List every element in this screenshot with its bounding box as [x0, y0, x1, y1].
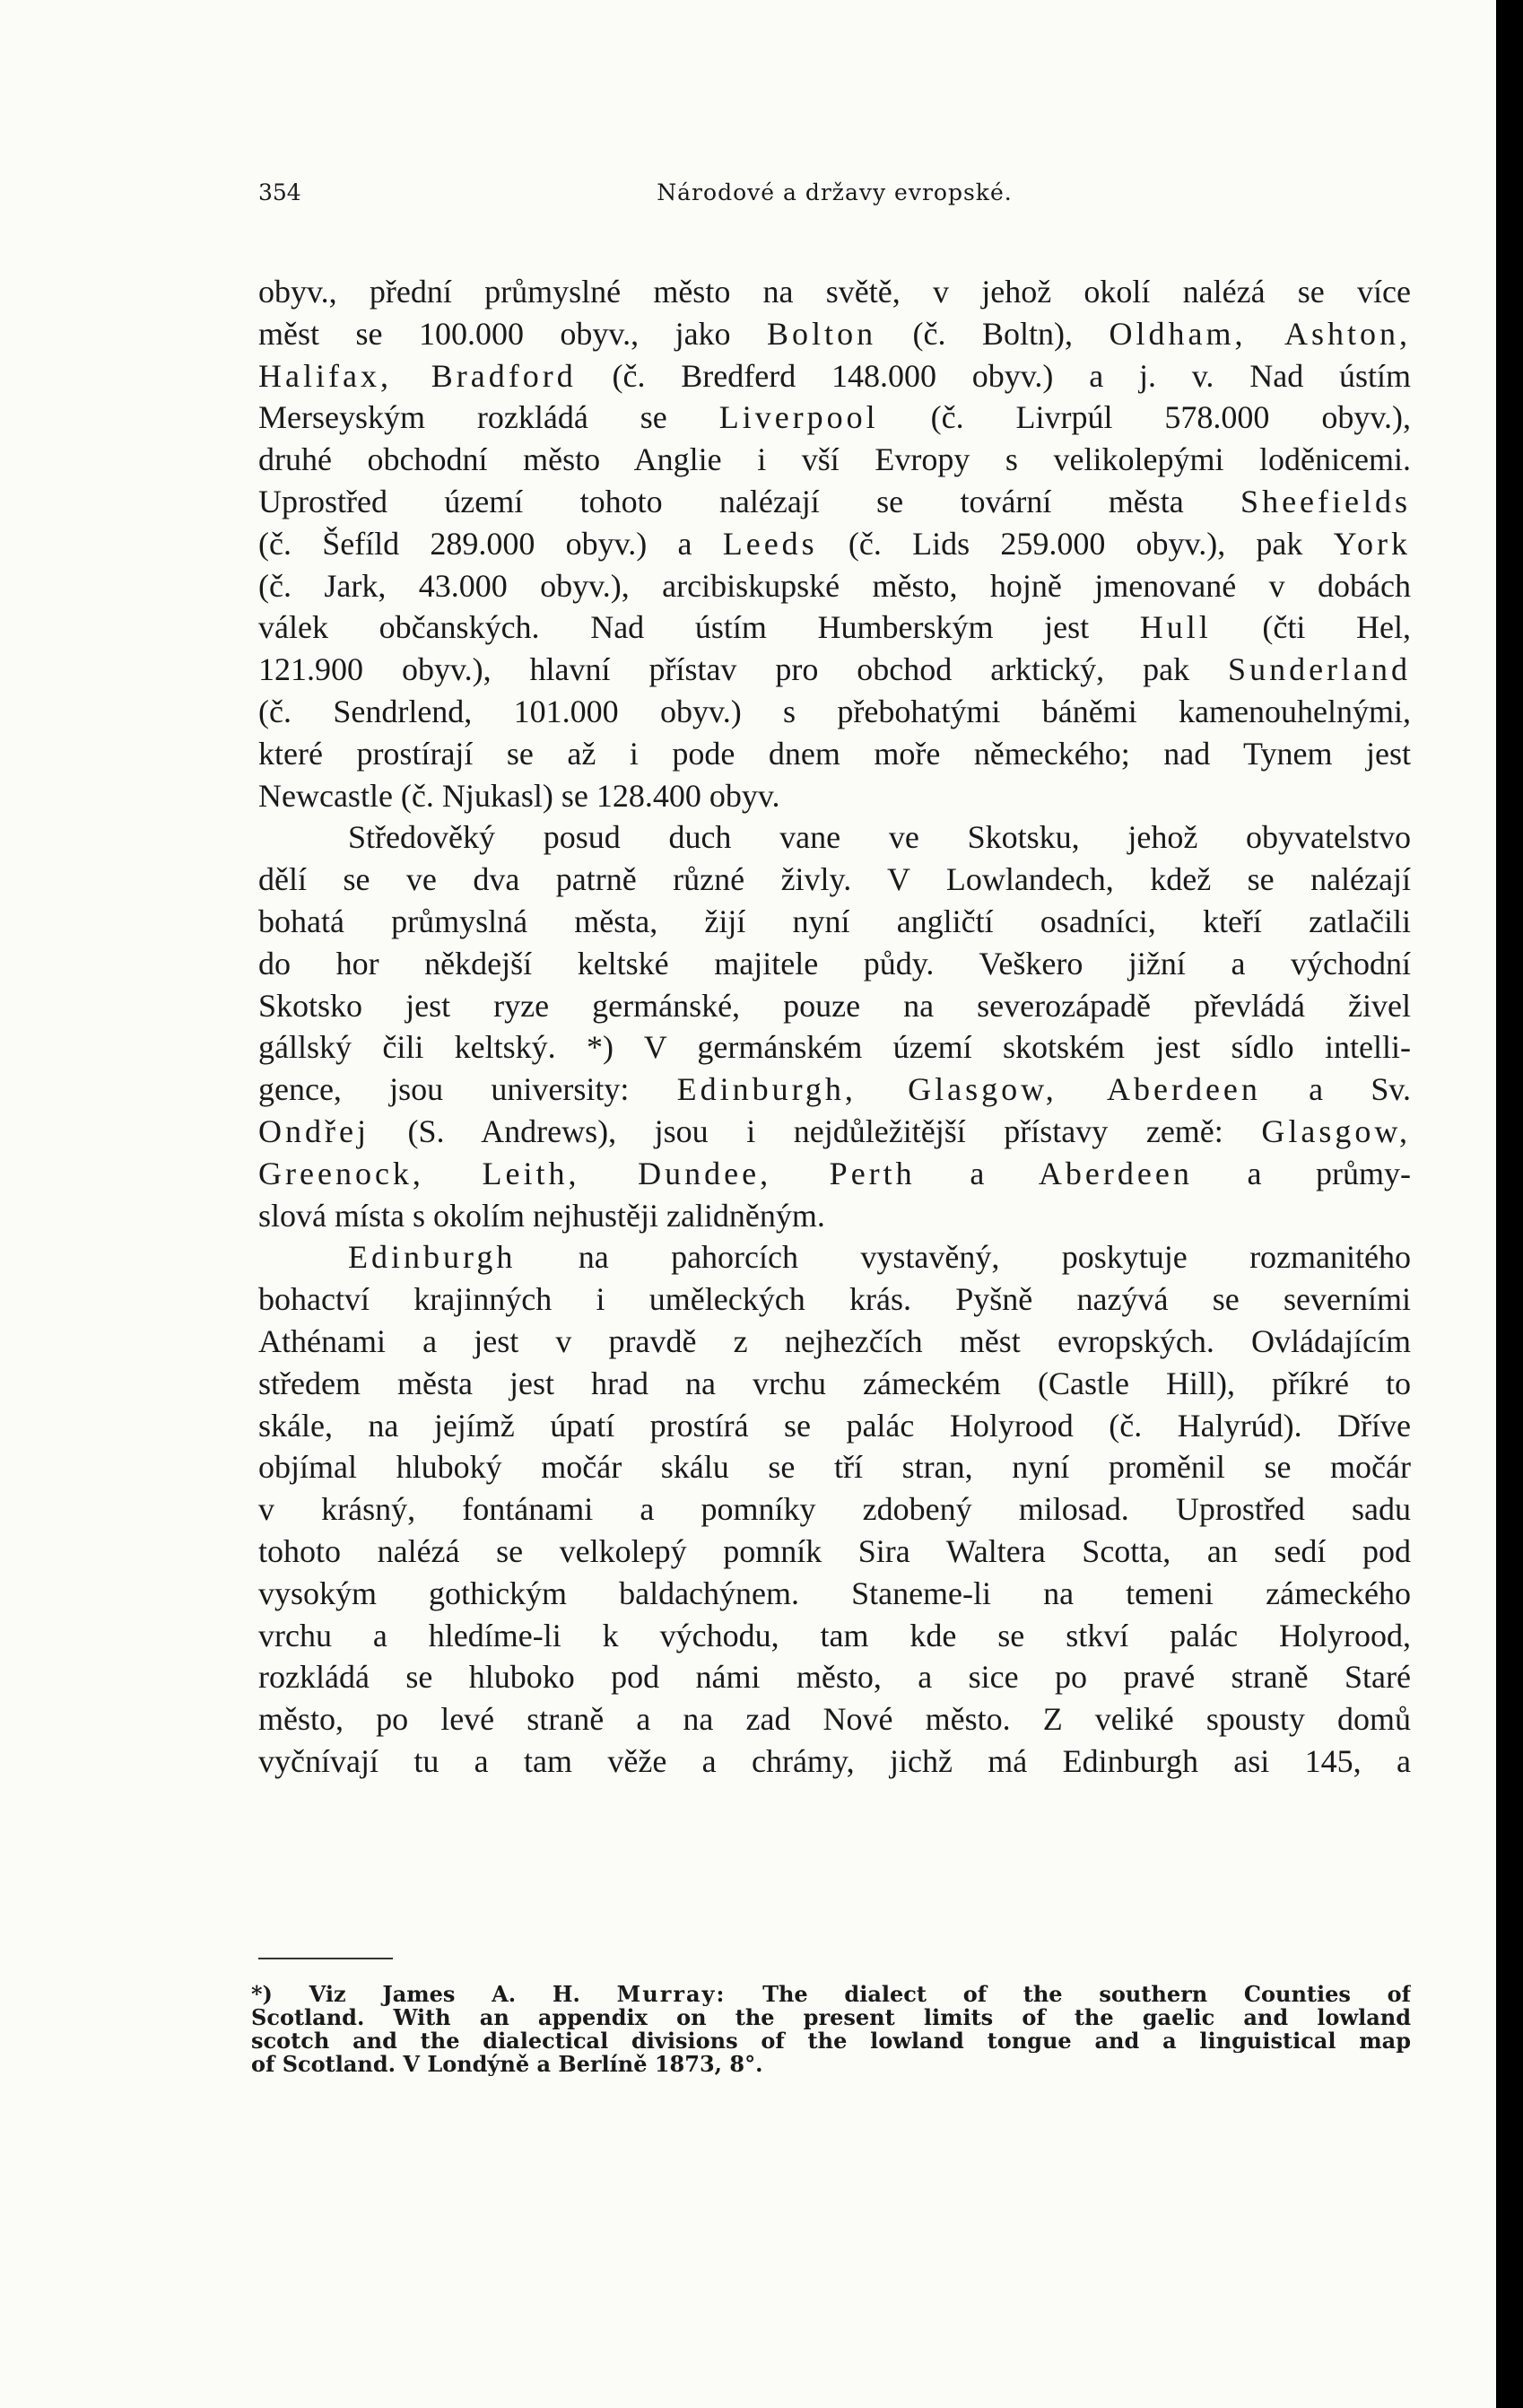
- text-line: rozkládá se hluboko pod námi město, a sice po pravé straně Staré: [258, 1659, 1411, 1696]
- text-line: Halifax, Bradford (č. Bredferd 148.000 obyv.) a j. v. Nad ústím: [258, 357, 1411, 394]
- text-line: měst se 100.000 obyv., jako Bolton (č. Boltn), Oldham, Ashton,: [258, 315, 1411, 352]
- text-line: skále, na jejímž úpatí prostírá se palác Holyrood (č. Halyrúd). Dříve: [258, 1407, 1411, 1444]
- footnote-line: scotch and the dialectical divisions of the lowland tongue and a linguistical map: [251, 2029, 1411, 2053]
- text-line: (č. Jark, 43.000 obyv.), arcibiskupské město, hojně jmenované v dobách: [258, 567, 1411, 604]
- text-line: Newcastle (č. Njukasl) se 128.400 obyv.: [258, 777, 780, 814]
- footnote-line: *) Viz James A. H. Murray: The dialect of the southern Counties of: [251, 1983, 1411, 2006]
- text-line: Středověký posud duch vane ve Skotsku, jehož obyvatelstvo: [348, 819, 1411, 856]
- text-line: dělí se ve dva patrně různé živly. V Lowlandech, kdež se nalézají: [258, 861, 1411, 898]
- place-name: Glasgow,: [1261, 1112, 1411, 1149]
- text-line: Greenock, Leith, Dundee, Perth a Aberdeen a průmy-: [258, 1155, 1411, 1191]
- text-line: v krásný, fontánami a pomníky zdobený milosad. Uprostřed sadu: [258, 1491, 1411, 1528]
- text-line: obyv., přední průmyslné město na světě, v jehož okolí nalézá se více: [258, 274, 1411, 310]
- text-line: vysokým gothickým baldachýnem. Staneme-li na temeni zámeckého: [258, 1575, 1411, 1611]
- place-name: Ondřej: [258, 1112, 370, 1149]
- place-name: Edinburgh, Glasgow, Aberdeen: [676, 1071, 1261, 1108]
- text-line: druhé obchodní město Anglie i vší Evropy s velikolepými loděnicemi.: [258, 441, 1411, 478]
- text-line: (č. Šefíld 289.000 obyv.) a Leeds (č. Lids 259.000 obyv.), pak York: [258, 525, 1411, 562]
- page-header: [258, 179, 1411, 215]
- place-name: Greenock, Leith, Dundee, Perth: [258, 1155, 916, 1191]
- text-line: vyčnívají tu a tam věže a chrámy, jichž má Edinburgh asi 145, a: [258, 1742, 1411, 1779]
- page-number: 354: [258, 179, 301, 205]
- footnote-line: Scotland. With an appendix on the present limits of the gaelic and lowland: [251, 2006, 1411, 2029]
- author-name: Murray:: [616, 1983, 727, 2006]
- scan-border: [1496, 0, 1523, 2408]
- place-name: Leeds: [722, 525, 818, 562]
- place-name: Sunderland: [1228, 651, 1411, 688]
- footnote-line: of Scotland. V Londýně a Berlíně 1873, 8°.: [251, 2053, 763, 2076]
- text-line: bohatá průmyslná města, žijí nyní angličtí osadníci, kteří zatlačili: [258, 903, 1411, 939]
- text-line: Athénami a jest v pravdě z nejhezčích měst evropských. Ovládajícím: [258, 1322, 1411, 1359]
- text-line: válek občanských. Nad ústím Humberským jest Hull (čti Hel,: [258, 609, 1411, 646]
- text-line: slová místa s okolím nejhustěji zalidněným.: [258, 1197, 825, 1234]
- text-line: středem města jest hrad na vrchu zámeckém (Castle Hill), příkré to: [258, 1365, 1411, 1401]
- text-line: 121.900 obyv.), hlavní přístav pro obchod arktický, pak Sunderland: [258, 651, 1411, 688]
- place-name: Bolton: [767, 315, 877, 352]
- text-line: tohoto nalézá se velkolepý pomník Sira Waltera Scotta, an sedí pod: [258, 1532, 1411, 1569]
- text-line: vrchu a hledíme-li k východu, tam kde se stkví palác Holyrood,: [258, 1617, 1411, 1653]
- text-line: město, po levé straně a na zad Nové město. Z veliké spousty domů: [258, 1701, 1411, 1738]
- place-name: Liverpool: [718, 399, 879, 436]
- text-line: Skotsko jest ryze germánské, pouze na severozápadě převládá živel: [258, 987, 1411, 1024]
- text-line: gállský čili keltský. *) V germánském území skotském jest sídlo intelli-: [258, 1029, 1411, 1066]
- place-name: Hull: [1139, 609, 1212, 646]
- place-name: Sheefields: [1240, 483, 1411, 519]
- text-line: bohactví krajinných i uměleckých krás. Pyšně nazývá se severními: [258, 1281, 1411, 1318]
- place-name: Halifax, Bradford: [258, 357, 577, 394]
- place-name: Aberdeen: [1038, 1155, 1193, 1191]
- text-line: které prostírají se až i pode dnem moře německého; nad Tynem jest: [258, 735, 1411, 772]
- footnote: [251, 1983, 1411, 2076]
- text-line: Ondřej (S. Andrews), jsou i nejdůležitější přístavy země: Glasgow,: [258, 1112, 1411, 1149]
- running-title: Národové a državy evropské.: [657, 179, 1013, 205]
- text-line: Edinburgh na pahorcích vystavěný, poskytuje rozmanitého: [348, 1239, 1411, 1276]
- footnote-divider: [258, 1958, 393, 1959]
- text-line: (č. Sendrlend, 101.000 obyv.) s přebohatými báněmi kamenouhelnými,: [258, 693, 1411, 729]
- text-line: objímal hluboký močár skálu se tří stran, nyní proměnil se močár: [258, 1449, 1411, 1486]
- text-line: Merseyským rozkládá se Liverpool (č. Livrpúl 578.000 obyv.),: [258, 399, 1411, 436]
- body-text: [258, 271, 1411, 1783]
- place-name: Oldham, Ashton,: [1109, 315, 1411, 352]
- place-name: Edinburgh: [348, 1239, 517, 1276]
- text-line: Uprostřed území tohoto nalézají se tovární města Sheefields: [258, 483, 1411, 519]
- place-name: York: [1333, 525, 1411, 562]
- text-line: gence, jsou university: Edinburgh, Glasgow, Aberdeen a Sv.: [258, 1071, 1411, 1108]
- text-line: do hor někdejší keltské majitele půdy. Veškero jižní a východní: [258, 945, 1411, 982]
